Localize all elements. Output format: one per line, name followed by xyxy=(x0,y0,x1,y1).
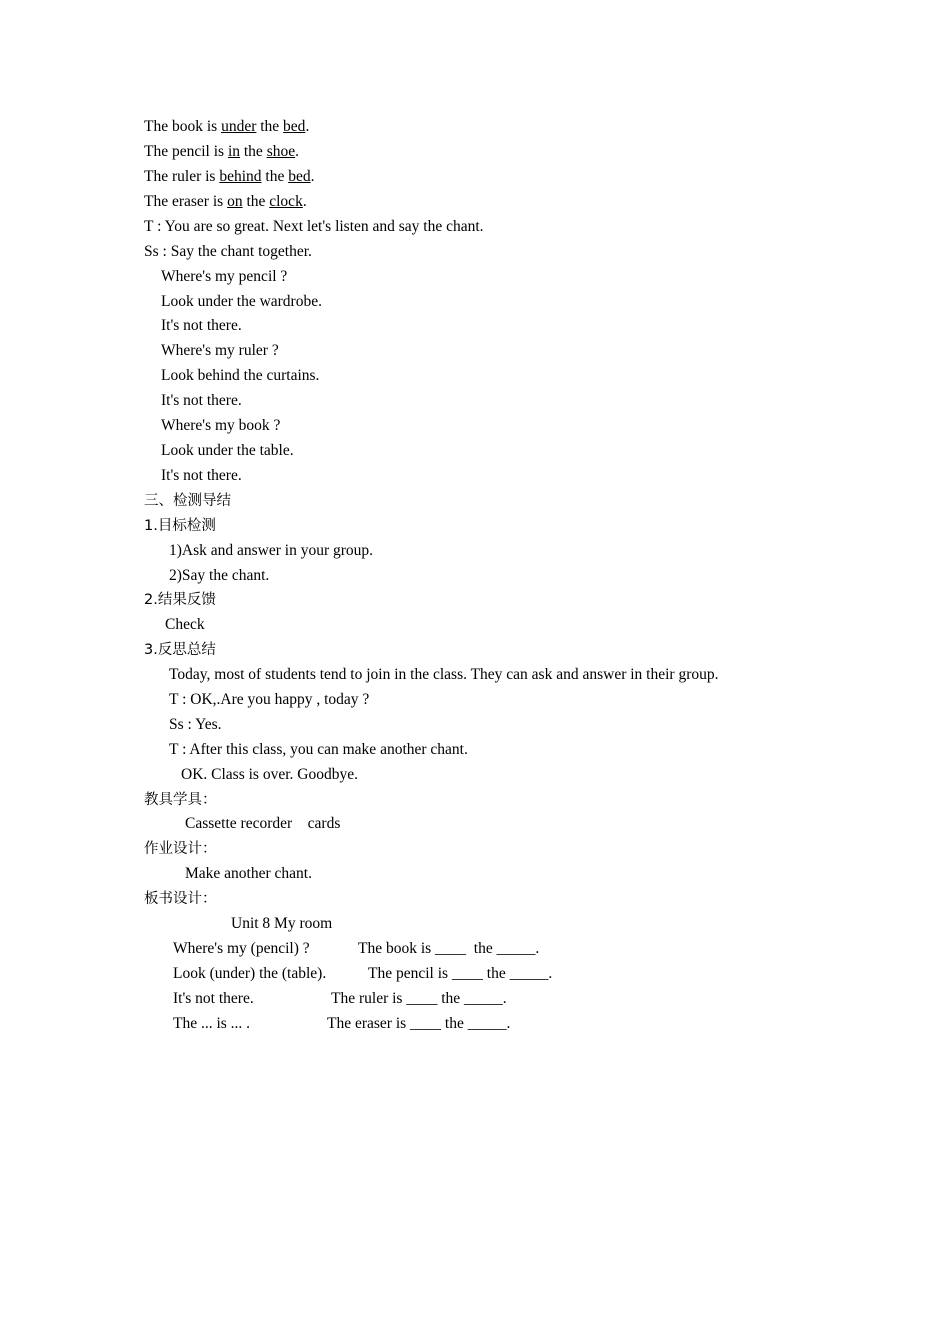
reflect-heading: 3.反思总结 xyxy=(144,642,216,658)
sentence-text: . xyxy=(310,168,315,185)
sentence-text: the xyxy=(242,193,270,210)
materials-heading: 教具学具： xyxy=(144,792,217,808)
chant-line: Look under the table. xyxy=(161,442,294,459)
feedback-heading: 2.结果反馈 xyxy=(144,592,216,608)
sentence-text: The book is xyxy=(144,118,222,135)
chant-line: Look behind the curtains. xyxy=(161,367,320,384)
board-right-line: The book is ____ the _____. xyxy=(358,940,540,957)
sentence-text: the xyxy=(240,143,267,160)
underlined-word: in xyxy=(227,143,240,160)
sentence-text: The ruler is xyxy=(144,168,220,185)
board-right-line: The ruler is ____ the _____. xyxy=(331,990,507,1007)
students-line: Ss : Say the chant together. xyxy=(144,243,312,260)
sentence-line xyxy=(144,192,307,212)
homework-text: Make another chant. xyxy=(185,865,312,882)
underlined-word: under xyxy=(221,118,257,135)
section-heading: 三、检测导结 xyxy=(144,493,231,509)
sentence-text: the xyxy=(261,168,289,185)
reflect-line: Ss : Yes. xyxy=(169,716,222,733)
sentence-text: the xyxy=(256,118,284,135)
chant-line: Where's my pencil ? xyxy=(161,268,288,285)
chant-line: It's not there. xyxy=(161,392,242,409)
sentence-line xyxy=(144,117,309,137)
sentence-text: The eraser is xyxy=(144,193,228,210)
chant-line: Where's my book ? xyxy=(161,417,281,434)
target-item: 1)Ask and answer in your group. xyxy=(169,542,374,559)
underlined-word: bed xyxy=(283,118,306,135)
feedback-text: Check xyxy=(165,616,205,633)
board-left-line: Look (under) the (table). xyxy=(173,965,327,982)
homework-heading: 作业设计： xyxy=(144,841,217,857)
sentence-text: . xyxy=(295,143,299,160)
teacher-line: T : You are so great. Next let's listen and say the chant. xyxy=(144,218,484,235)
board-left-line: The ... is ... . xyxy=(173,1015,251,1032)
target-item: 2)Say the chant. xyxy=(169,567,270,584)
board-title: Unit 8 My room xyxy=(231,915,333,932)
board-heading: 板书设计： xyxy=(144,891,217,907)
board-left-line: It's not there. xyxy=(173,990,254,1007)
underlined-word: shoe xyxy=(266,143,296,160)
board-right-line: The eraser is ____ the _____. xyxy=(327,1015,511,1032)
board-left-line: Where's my (pencil) ? xyxy=(173,940,310,957)
underlined-word: clock xyxy=(269,193,303,210)
sentence-text: . xyxy=(302,193,307,210)
chant-line: Look under the wardrobe. xyxy=(161,293,322,310)
reflect-line: Today, most of students tend to join in the class. They can ask and answer in their group. xyxy=(169,666,719,683)
sentence-text: . xyxy=(305,118,310,135)
reflect-line: T : After this class, you can make another chant. xyxy=(169,741,468,758)
target-heading: 1.目标检测 xyxy=(144,518,216,534)
board-right-line: The pencil is ____ the _____. xyxy=(368,965,553,982)
chant-line: Where's my ruler ? xyxy=(161,342,279,359)
underlined-word: bed xyxy=(288,168,311,185)
underlined-word: on xyxy=(227,193,243,210)
sentence-line xyxy=(144,142,299,162)
closing-line: OK. Class is over. Goodbye. xyxy=(181,766,358,783)
underlined-word: behind xyxy=(219,168,262,185)
chant-line: It's not there. xyxy=(161,467,242,484)
sentence-line xyxy=(144,167,314,187)
materials-text: Cassette recorder cards xyxy=(185,815,341,832)
chant-line: It's not there. xyxy=(161,317,242,334)
reflect-line: T : OK,.Are you happy , today ? xyxy=(169,691,370,708)
sentence-text: The pencil is xyxy=(144,143,228,160)
